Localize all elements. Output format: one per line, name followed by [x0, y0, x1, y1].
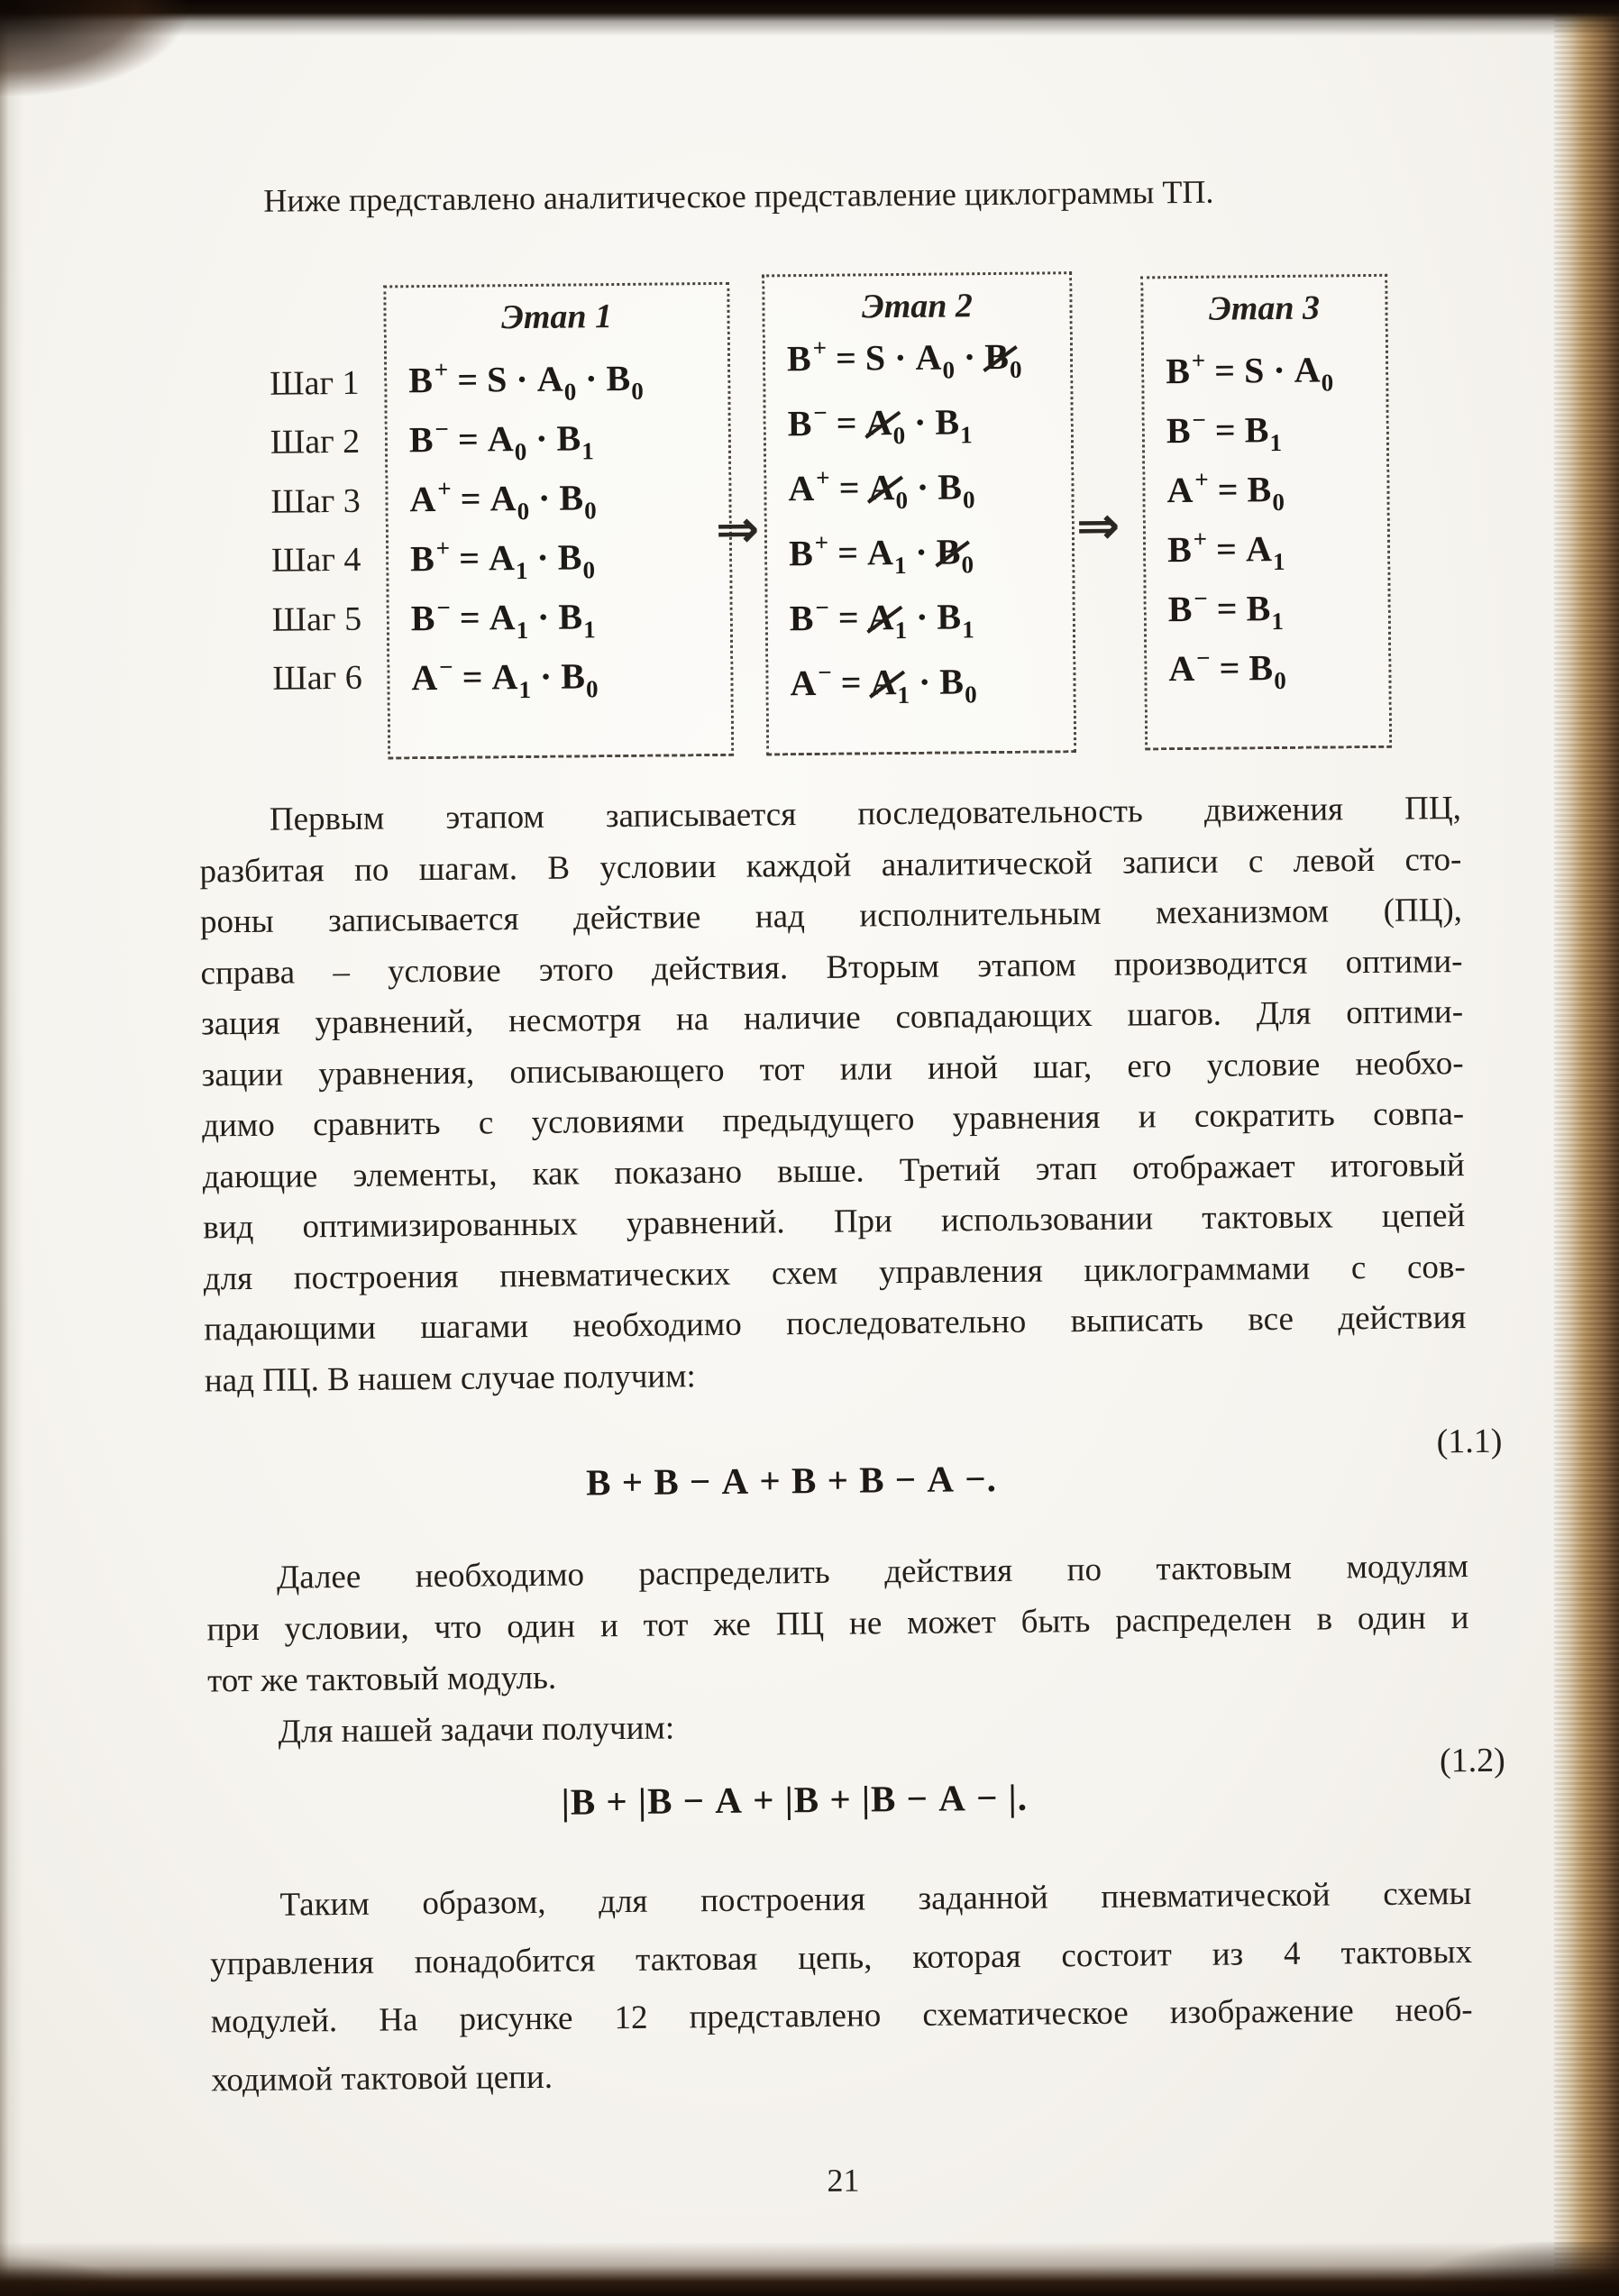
term: $B_0$	[1247, 469, 1285, 517]
term: $B_1$	[1246, 588, 1285, 636]
struck-term: $B_0$	[936, 531, 974, 579]
term: B+	[786, 334, 828, 380]
text-line: справа – условие этого действия. Вторым этапом производится оптими-	[200, 942, 1463, 992]
stage-2-title: Этап 2	[861, 287, 974, 326]
term: $B_1$	[556, 417, 594, 465]
equation	[1166, 465, 1386, 517]
term: A−	[1168, 644, 1211, 690]
term: ·	[536, 596, 550, 637]
term: B+	[788, 528, 829, 574]
stage-3-box	[1140, 274, 1392, 751]
term: $B_0$	[559, 477, 597, 525]
step-label: Шаг 5	[271, 599, 362, 639]
term: $B_0$	[1249, 647, 1286, 695]
term: =	[462, 656, 483, 698]
term: ·	[913, 401, 927, 443]
formula-1-2-label: (1.2)	[1439, 1741, 1506, 1780]
equation	[409, 474, 728, 526]
text-line: Далее необходимо распределить действия по тактовым модулям	[276, 1548, 1469, 1596]
text-line: модулей. На рисунке 12 представлено схематическое изображение необ-	[210, 1990, 1473, 2041]
equation	[408, 415, 728, 466]
formula-1-1-label: (1.1)	[1436, 1422, 1503, 1461]
equation	[411, 653, 730, 704]
term: B+	[1165, 346, 1206, 392]
equation	[409, 534, 729, 585]
term: =	[838, 467, 860, 508]
text-line: вид оптимизированных уравнений. При использовании тактовых цепей	[203, 1197, 1466, 1247]
stage-1-title: Этап 1	[500, 297, 613, 337]
term: A+	[409, 474, 452, 520]
stage-2-box	[762, 271, 1076, 755]
text-line: разбитая по шагам. В условии каждой аналитической записи с левой сто-	[199, 840, 1462, 890]
equation	[790, 658, 1073, 709]
term: S	[864, 337, 886, 379]
term: $B_1$	[937, 596, 974, 644]
term: ·	[918, 661, 931, 702]
term: $A_1$	[1245, 528, 1285, 576]
step-label: Шаг 2	[270, 423, 361, 462]
term: $A_1$	[489, 597, 529, 645]
equation	[789, 593, 1073, 645]
term: ·	[537, 477, 551, 518]
term: =	[457, 418, 479, 460]
term: ·	[1273, 349, 1285, 391]
text-line: управления понадобится тактовая цепь, которая состоит из 4 тактовых	[209, 1933, 1473, 1982]
struck-term: $A_1$	[870, 662, 910, 709]
term: ·	[584, 358, 598, 399]
term: ·	[516, 358, 528, 400]
term: =	[1214, 350, 1236, 391]
term: =	[1217, 469, 1239, 510]
equation	[788, 528, 1072, 580]
text-line: димо сравнить с условиями предыдущего уравнения и сократить совпа-	[201, 1095, 1465, 1145]
term: B−	[787, 398, 828, 444]
step-label: Шаг 4	[270, 540, 361, 580]
term: $A_1$	[491, 656, 532, 704]
step-label: Шаг 6	[272, 658, 362, 698]
term: $B_1$	[935, 401, 973, 449]
struck-term: $A_0$	[868, 467, 909, 515]
term: B−	[1166, 406, 1206, 452]
term: A+	[788, 463, 830, 509]
paragraph-1	[199, 783, 1467, 1406]
paragraph-4	[209, 1865, 1473, 2109]
term: S	[486, 359, 508, 400]
term: =	[837, 597, 859, 638]
text-line: зации уравнения, описывающего тот или иной шаг, его условие необхо-	[201, 1044, 1464, 1093]
equation	[1166, 525, 1387, 576]
term: =	[460, 478, 481, 519]
term: =	[835, 337, 857, 379]
implies-arrow-1: ⇒	[715, 498, 760, 560]
struck-term: $A_0$	[865, 402, 906, 450]
term: ·	[893, 336, 907, 379]
term: B−	[1167, 584, 1208, 630]
text-line: для построения пневматических схем управления циклограммами с сов-	[203, 1248, 1466, 1297]
term: A−	[411, 653, 453, 699]
term: =	[837, 532, 859, 573]
term: B−	[789, 593, 829, 639]
term: S	[1243, 350, 1265, 391]
term: $B_0$	[938, 466, 975, 514]
term: A+	[1166, 465, 1209, 511]
text-line: над ПЦ. В нашем случае получим:	[204, 1357, 696, 1399]
term: =	[1214, 409, 1236, 451]
term: ·	[915, 531, 928, 572]
step-label: Шаг 3	[270, 481, 361, 521]
formula-1-2: |В + |В − А + |В + |В − А − |.	[561, 1776, 1029, 1823]
equation	[1168, 644, 1388, 695]
step-labels-column	[270, 363, 362, 718]
formula-1-1: В + В − А + В + В − А −.	[585, 1458, 998, 1504]
term: B−	[408, 415, 449, 461]
page-number: 21	[827, 2162, 860, 2199]
term: =	[1215, 528, 1238, 570]
term: ·	[915, 596, 928, 637]
equation	[408, 355, 727, 406]
equation	[410, 593, 730, 645]
text-line: дающие элементы, как показано выше. Третий этап отображает итоговый	[202, 1146, 1465, 1195]
term: B+	[408, 355, 449, 401]
term: =	[840, 662, 862, 703]
term: =	[459, 597, 480, 638]
struck-term: $B_0$	[984, 335, 1022, 383]
term: $A_1$	[488, 537, 528, 585]
term: $B_0$	[939, 661, 977, 709]
term: $A_0$	[1294, 349, 1334, 397]
equation	[1167, 584, 1388, 636]
term: ·	[916, 466, 929, 508]
term: =	[836, 402, 857, 444]
text-line: падающими шагами необходимо последовательно выписать все действия	[204, 1299, 1467, 1349]
text-line: зация уравнений, несмотря на наличие совпадающих шагов. Для оптими-	[200, 993, 1464, 1043]
stage-1-equations	[408, 355, 731, 704]
term: $B_0$	[557, 536, 596, 584]
paragraph-2	[206, 1541, 1470, 1706]
text-line: Таким образом, для построения заданной пневматической схемы	[279, 1875, 1472, 1924]
struck-term: $A_1$	[867, 597, 908, 645]
term: ·	[536, 536, 549, 578]
equation	[787, 398, 1071, 450]
text-line: при условии, что один и тот же ПЦ не может быть распределен в один и	[206, 1599, 1469, 1649]
term: $B_1$	[1244, 409, 1283, 457]
term: $A_0$	[489, 478, 530, 526]
text-line: Первым этапом записывается последовательность движения ПЦ,	[269, 790, 1462, 838]
term: =	[457, 359, 479, 400]
stage-3-title: Этап 3	[1208, 288, 1321, 328]
term: ·	[963, 336, 976, 378]
text-line: тот же тактовый модуль.	[206, 1659, 557, 1700]
term: ·	[535, 417, 548, 459]
intro-sentence: Ниже представлено аналитическое представление циклограммы ТП.	[263, 173, 1214, 219]
term: =	[1216, 588, 1238, 629]
term: ·	[539, 655, 553, 697]
step-label: Шаг 1	[270, 363, 360, 403]
text-line: ходимой тактовой цепи.	[211, 2058, 553, 2099]
stage-2-equations	[786, 334, 1074, 709]
term: $A_0$	[915, 336, 956, 384]
term: A−	[790, 658, 832, 704]
term: $B_0$	[606, 357, 644, 405]
term: $A_0$	[536, 358, 577, 406]
equation	[788, 463, 1071, 515]
term: $A_1$	[866, 532, 907, 580]
term: B−	[410, 593, 451, 639]
equation	[1165, 346, 1386, 397]
equation	[1166, 406, 1386, 457]
term: B+	[1166, 525, 1208, 571]
text-line: роны записывается действие над исполнительным механизмом (ПЦ),	[199, 892, 1463, 941]
term: $B_1$	[558, 596, 596, 644]
implies-arrow-2: ⇒	[1075, 494, 1120, 557]
term: B+	[409, 534, 451, 580]
term: =	[459, 537, 480, 579]
paragraph-3: Для нашей задачи получим:	[278, 1709, 675, 1751]
stage-3-equations	[1165, 346, 1389, 695]
term: $A_0$	[487, 418, 527, 466]
stage-1-box	[383, 282, 734, 760]
term: $B_0$	[561, 655, 599, 703]
equation	[786, 334, 1070, 384]
term: =	[1219, 647, 1240, 689]
